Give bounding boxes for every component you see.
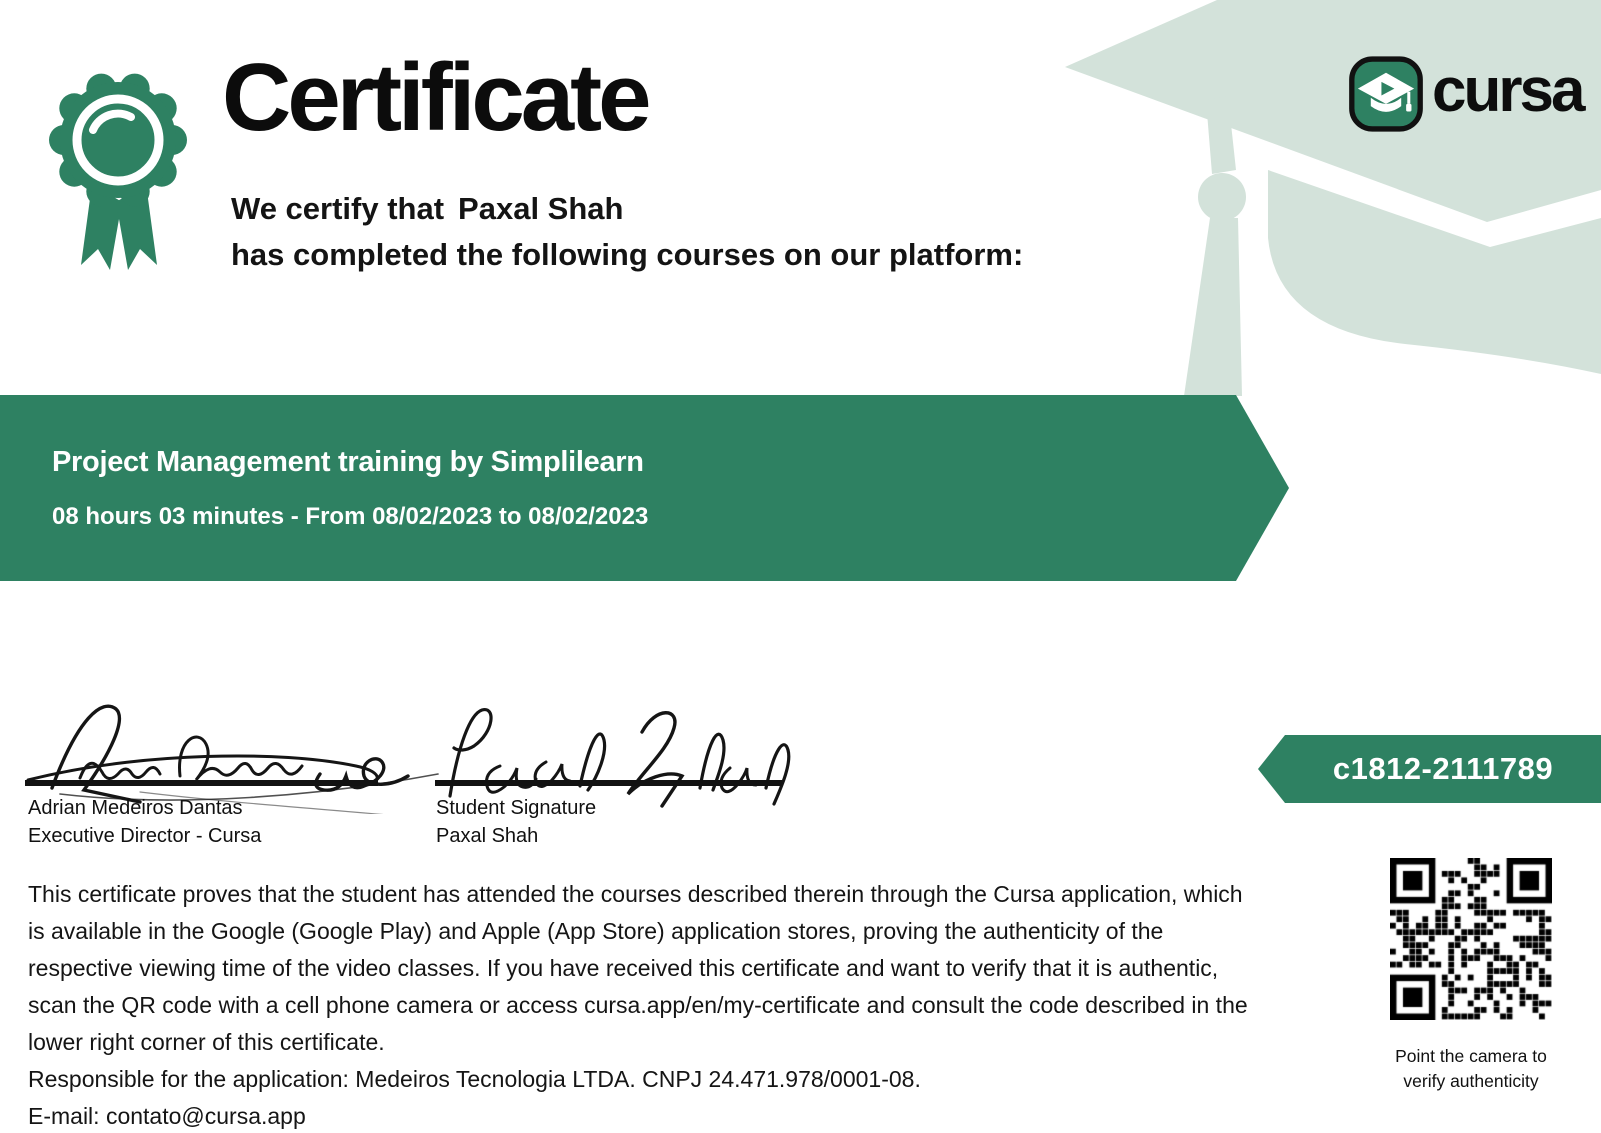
- intro-line-2: has completed the following courses on our platform:: [231, 237, 1024, 272]
- footer-line: is available in the Google (Google Play) and Apple (App Store) application stores, proving the authenticity of the: [28, 918, 1164, 944]
- footer-line: respective viewing time of the video classes. If you have received this certificate and want to verify that it is authentic,: [28, 955, 1219, 981]
- certificate-code: c1812-2111789: [1332, 751, 1554, 786]
- director-name: Adrian Medeiros Dantas: [28, 797, 243, 819]
- footer-line: This certificate proves that the student has attended the courses described therein through the Cursa application, which: [28, 881, 1243, 907]
- director-signature-block: [28, 794, 261, 850]
- footer-text: [28, 876, 1248, 1133]
- qr-code: [1390, 858, 1552, 1020]
- qr-caption-line-1: Point the camera to: [1395, 1046, 1547, 1066]
- intro-text: [231, 186, 1023, 278]
- cursa-logo-icon: [1348, 56, 1424, 132]
- footer-line: lower right corner of this certificate.: [28, 1029, 385, 1055]
- director-role: Executive Director - Cursa: [28, 825, 262, 847]
- qr-caption-line-2: verify authenticity: [1403, 1071, 1539, 1091]
- intro-prefix: We certify that: [231, 191, 445, 226]
- footer-line: E-mail: contato@cursa.app: [28, 1103, 306, 1129]
- intro-line-1: [231, 186, 1023, 232]
- director-signature-line: [25, 780, 378, 786]
- course-title: Project Management training by Simplilearn: [52, 446, 644, 478]
- course-details: 08 hours 03 minutes - From 08/02/2023 to 08/02/2023: [52, 503, 649, 530]
- cursa-logo: [1348, 56, 1582, 132]
- student-signature-line: [435, 780, 782, 786]
- student-signature-name: Paxal Shah: [436, 825, 539, 847]
- qr-caption: [1356, 1044, 1586, 1094]
- page-title: Certificate: [222, 44, 648, 151]
- student-name: Paxal Shah: [458, 191, 624, 226]
- course-banner-ribbon: [0, 395, 1290, 581]
- student-signature-label: Student Signature: [436, 797, 597, 819]
- footer-line: Responsible for the application: Medeiros Tecnologia LTDA. CNPJ 24.471.978/0001-08.: [28, 1066, 921, 1092]
- student-signature-block: [436, 794, 596, 850]
- cursa-wordmark: cursa: [1432, 56, 1583, 125]
- medal-icon: [48, 52, 190, 278]
- footer-line: scan the QR code with a cell phone camera or access cursa.app/en/my-certificate and consult the code described in the: [28, 992, 1248, 1018]
